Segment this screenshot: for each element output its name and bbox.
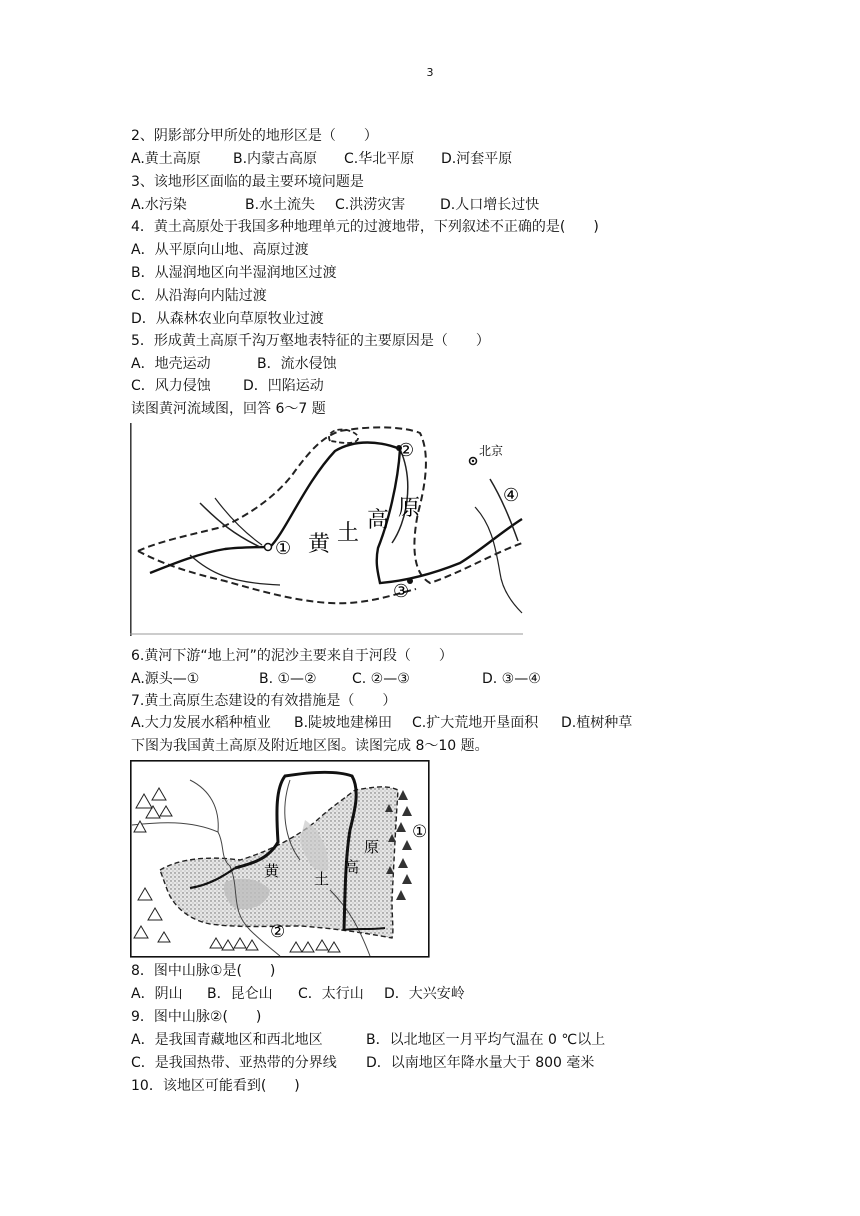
question-5-stem: 5．形成黄土高原千沟万壑地表特征的主要原因是（ ）	[131, 333, 490, 349]
question-4-stem: 4．黄土高原处于我国多种地理单元的过渡地带，下列叙述不正确的是( )	[131, 219, 599, 235]
q3-option-a: A.水污染	[131, 197, 187, 213]
q8-option-a: A．阴山	[131, 986, 183, 1002]
map1-label-huang: 黄	[308, 532, 331, 557]
map1-marker-3: ③	[393, 581, 410, 602]
loess-plateau-map	[130, 760, 430, 958]
q5-option-b: B．流水侵蚀	[257, 356, 337, 372]
q2-option-d: D.河套平原	[441, 151, 513, 167]
map1-label-gao: 高	[367, 508, 390, 533]
question-3-options	[131, 195, 539, 215]
q7-option-b: B.陡坡地建梯田	[294, 715, 393, 731]
q5-option-c: C．风力侵蚀	[131, 378, 211, 394]
q7-option-a: A.大力发展水稻种植业	[131, 715, 271, 731]
q9-option-a: A．是我国青藏地区和西北地区	[131, 1032, 323, 1048]
question-9-options-row1	[131, 1030, 605, 1050]
q3-option-b: B.水土流失	[245, 197, 316, 213]
q9-option-d: D．以南地区年降水量大于 800 毫米	[366, 1055, 595, 1071]
q4-option-a: A．从平原向山地、高原过渡	[131, 242, 309, 258]
question-9-stem: 9．图中山脉②( )	[131, 1009, 262, 1025]
intro-8-10: 下图为我国黄土高原及附近地区图。读图完成 8～10 题。	[131, 738, 489, 754]
question-3-stem: 3、该地形区面临的最主要环境问题是	[131, 174, 364, 190]
question-7-stem: 7.黄土高原生态建设的有效措施是（ ）	[131, 693, 397, 709]
intro-6-7: 读图黄河流域图，回答 6～7 题	[131, 401, 326, 417]
question-2-stem: 2、阴影部分甲所处的地形区是（ ）	[131, 128, 378, 144]
q4-option-d: D．从森林农业向草原牧业过渡	[131, 311, 324, 327]
q2-option-a: A.黄土高原	[131, 151, 201, 167]
q7-option-c: C.扩大荒地开垦面积	[412, 715, 539, 731]
q8-option-c: C．太行山	[298, 986, 364, 1002]
q8-option-b: B．昆仑山	[207, 986, 273, 1002]
q2-option-b: B.内蒙古高原	[233, 151, 318, 167]
question-8-stem: 8．图中山脉①是( )	[131, 963, 276, 979]
q7-option-d: D.植树种草	[561, 715, 633, 731]
map2-marker-2: ②	[270, 922, 286, 942]
q4-option-c: C．从沿海向内陆过渡	[131, 288, 267, 304]
q6-option-a: A.源头—①	[131, 671, 200, 687]
q3-option-d: D.人口增长过快	[440, 197, 540, 213]
q6-option-c: C. ②—③	[352, 671, 410, 687]
map1-label-tu: 土	[337, 521, 360, 546]
question-9-options-row2	[131, 1053, 594, 1073]
yellow-river-basin-map	[130, 423, 523, 636]
question-10-stem: 10．该地区可能看到( )	[131, 1078, 300, 1094]
q3-option-c: C.洪涝灾害	[335, 197, 406, 213]
q5-option-d: D．凹陷运动	[243, 378, 324, 394]
map1-marker-4: ④	[503, 485, 520, 506]
map1-marker-2: ②	[398, 440, 415, 461]
q4-option-b: B．从湿润地区向半湿润地区过渡	[131, 265, 337, 281]
map2-label-tu: 土	[314, 870, 330, 888]
map2-marker-1: ①	[412, 822, 428, 842]
q6-option-b: B. ①—②	[259, 671, 317, 687]
map2-label-huang: 黄	[264, 862, 280, 880]
map1-label-beijing: 北京	[479, 444, 504, 458]
map1-label-yuan: 原	[398, 496, 421, 521]
q2-option-c: C.华北平原	[344, 151, 415, 167]
q5-option-a: A．地壳运动	[131, 356, 211, 372]
q8-option-d: D．大兴安岭	[384, 986, 465, 1002]
question-8-options	[131, 984, 465, 1004]
q9-option-b: B．以北地区一月平均气温在 0 ℃以上	[366, 1032, 606, 1048]
question-7-options	[131, 713, 632, 733]
question-2-options	[131, 149, 512, 169]
map2-label-gao: 高	[344, 858, 360, 876]
question-6-options	[131, 669, 541, 689]
question-5-options-row2	[131, 376, 324, 396]
map1-marker-1: ①	[275, 538, 292, 559]
question-6-stem: 6.黄河下游“地上河”的泥沙主要来自于河段（ ）	[131, 648, 453, 664]
q6-option-d: D. ③—④	[482, 671, 541, 687]
map2-label-yuan: 原	[364, 838, 380, 856]
q9-option-c: C．是我国热带、亚热带的分界线	[131, 1055, 337, 1071]
page-number: 3	[426, 66, 434, 79]
question-5-options-row1	[131, 354, 337, 374]
